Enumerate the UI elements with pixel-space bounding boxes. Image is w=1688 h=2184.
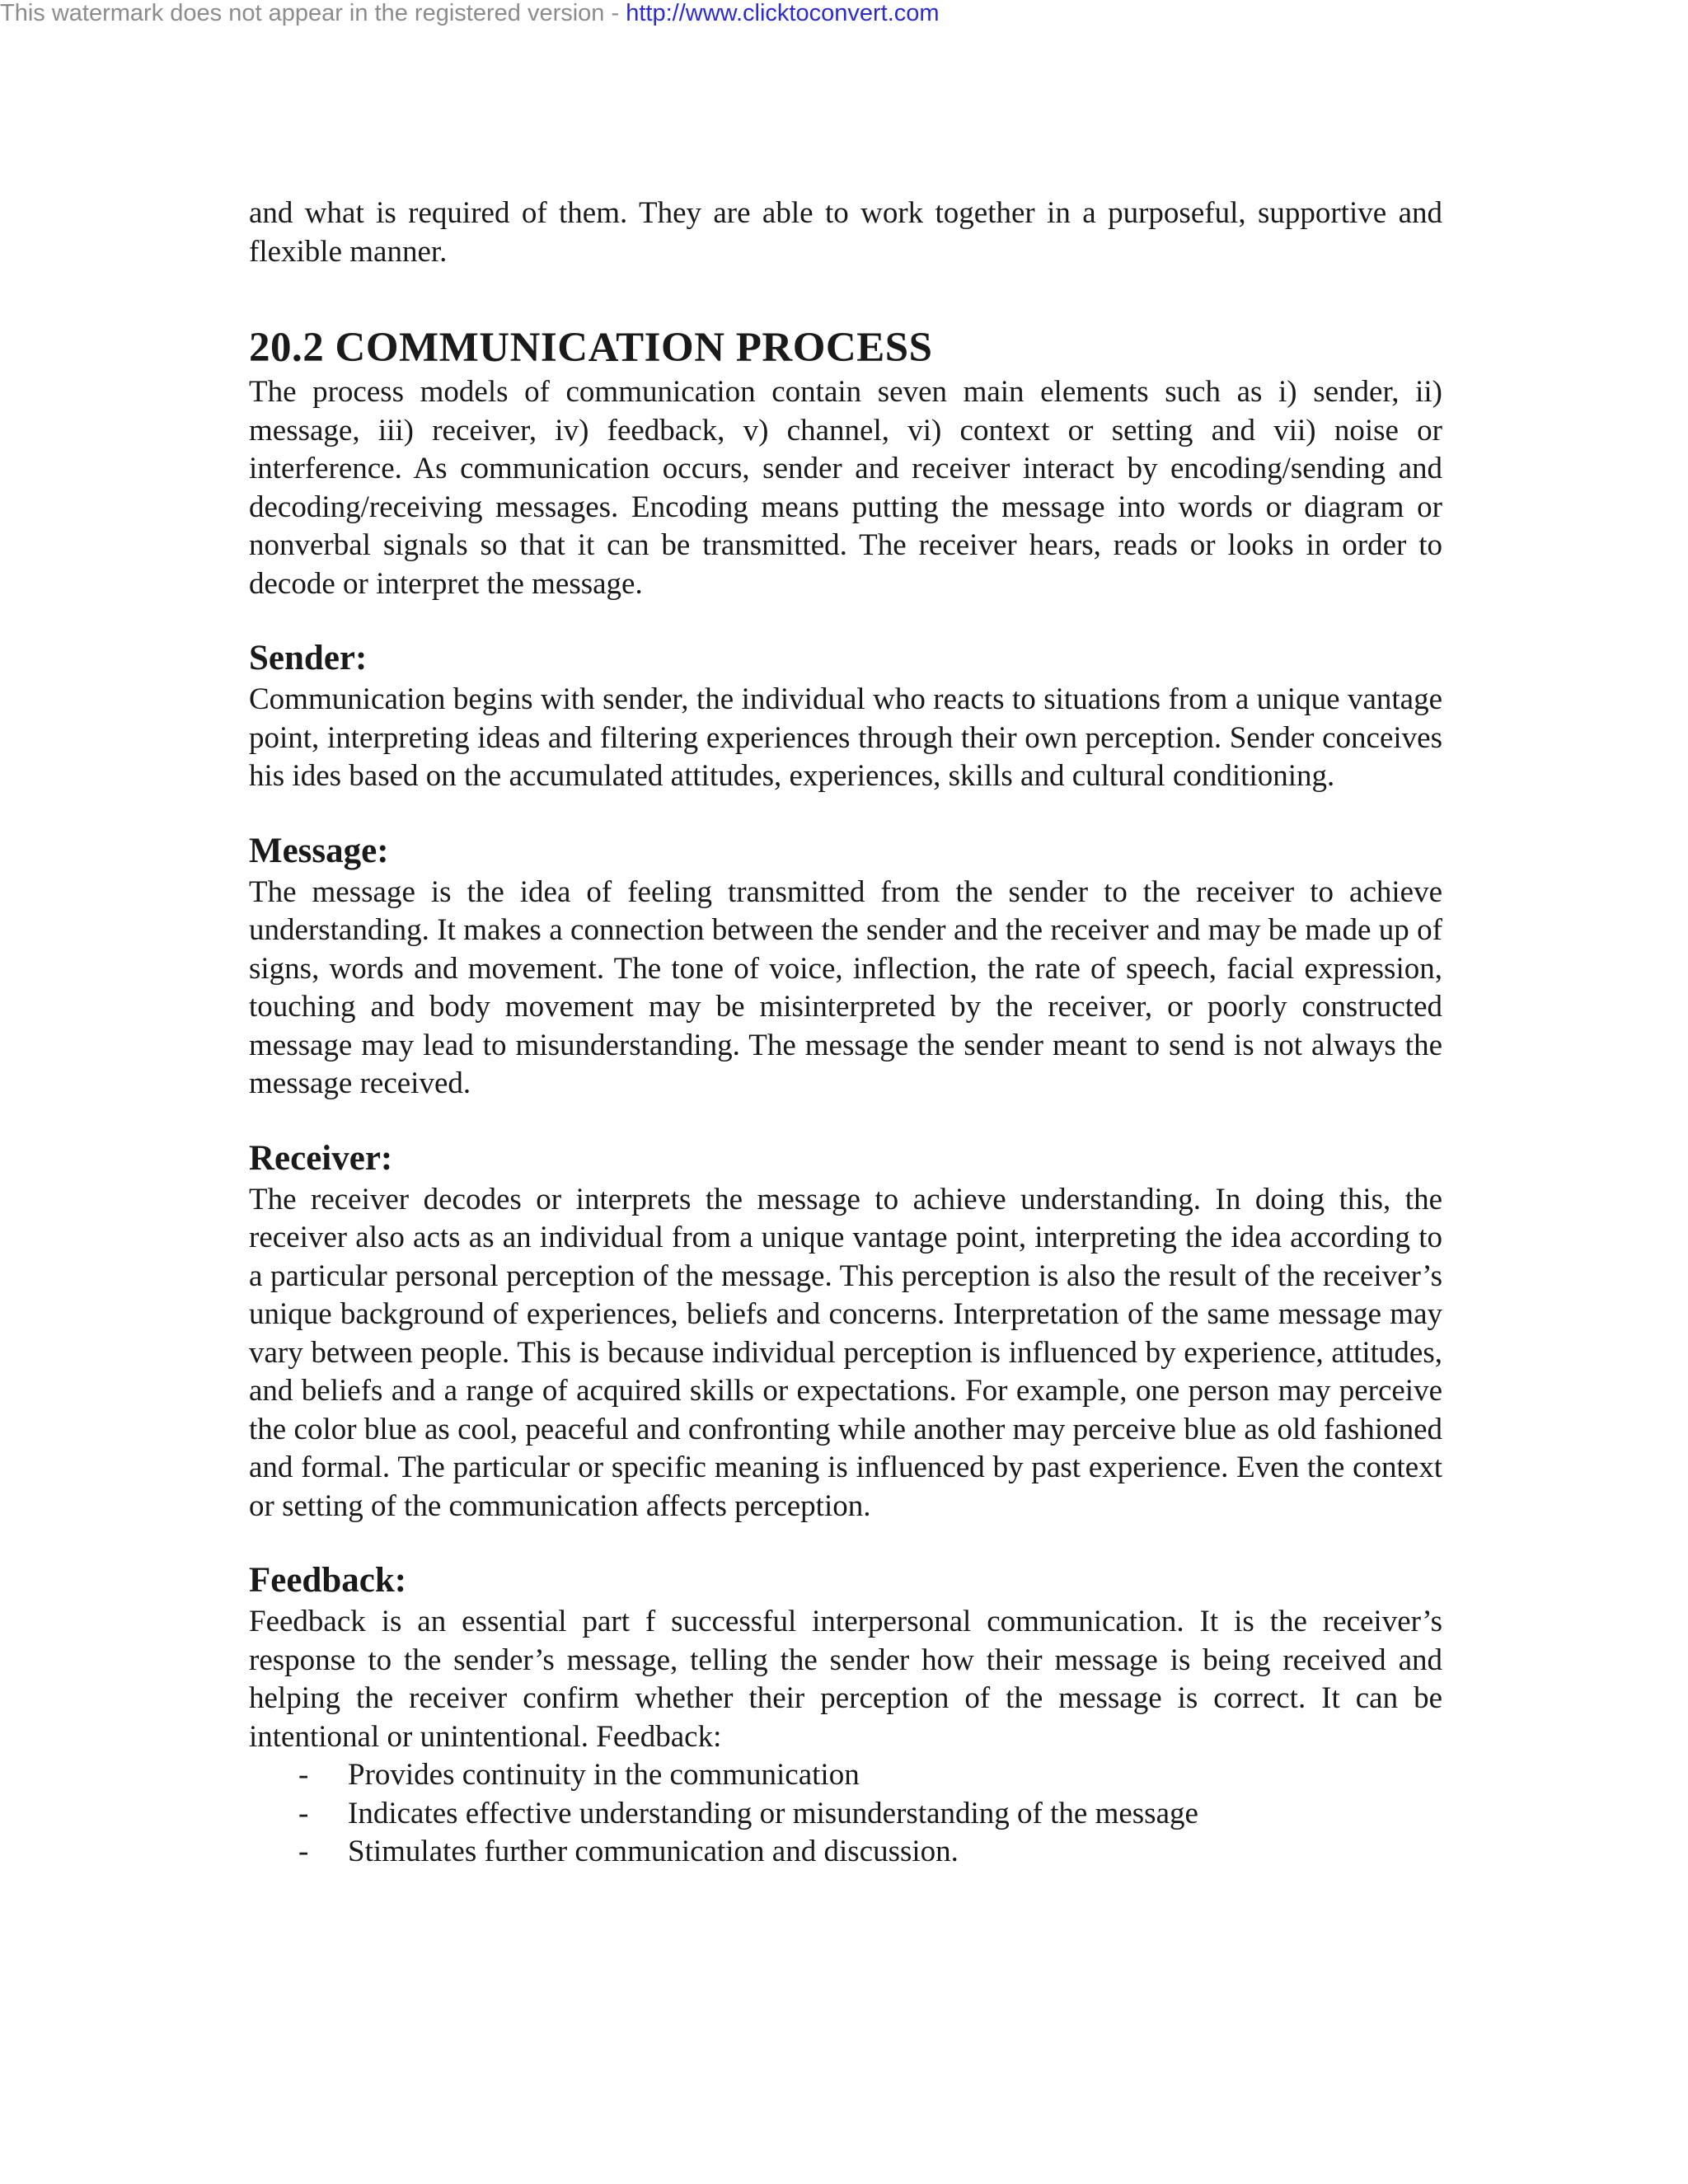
bullet-dash: -	[298, 1758, 309, 1792]
watermark-link[interactable]: http://www.clicktoconvert.com	[626, 0, 940, 26]
intro-paragraph: and what is required of them. They are able to work together in a purposeful, supportive and flexible manner.	[249, 196, 1442, 269]
bullet-dash: -	[298, 1835, 309, 1868]
list-item	[249, 1833, 1442, 1872]
sender-paragraph: Communication begins with sender, the individual who reacts to situations from a unique vantage point, interpreting ideas and filtering experiences through their own perception. Sender conceives his ides based on the accumulated attitudes, experiences, skills and cultural conditioning.	[249, 682, 1442, 793]
feedback-bullet-list	[249, 1756, 1442, 1872]
list-item-text: Stimulates further communication and discussion.	[348, 1835, 959, 1868]
receiver-paragraph: The receiver decodes or interprets the message to achieve understanding. In doing this, the receiver also acts as an individual from a unique vantage point, interpreting the idea according to a particular personal perception of the message. This perception is also the result of the receiver’s unique background of experiences, beliefs and concerns. Interpretation of the same message may vary between people. This is because individual perception is influenced by experience, attitudes, and beliefs and a range of acquired skills or expectations. For example, one person may perceive the color blue as cool, peaceful and confronting while another may perceive blue as old fashioned and formal. The particular or specific meaning is influenced by past experience. Even the context or setting of the communication affects perception.	[249, 1182, 1442, 1523]
watermark-banner	[0, 0, 940, 26]
section-paragraph: The process models of communication contain seven main elements such as i) sender, ii) message, iii) receiver, iv) feedback, v) channel, vi) context or setting and vii) noise or interference. As communication occurs, sender and receiver interact by encoding/sending and decoding/receiving messages. Encoding means putting the message into words or diagram or nonverbal signals so that it can be transmitted. The receiver hears, reads or looks in order to decode or interpret the message.	[249, 375, 1442, 601]
list-item	[249, 1756, 1442, 1795]
feedback-heading: Feedback:	[249, 1561, 407, 1600]
sender-heading: Sender:	[249, 639, 368, 677]
message-paragraph: The message is the idea of feeling transmitted from the sender to the receiver to achieve understanding. It makes a connection between the sender and the receiver and may be made up of signs, words and movement. The tone of voice, inflection, the rate of speech, facial expression, touching and body movement may be misinterpreted by the receiver, or poorly constructed message may lead to misunderstanding. The message the sender meant to send is not always the message received.	[249, 874, 1442, 1100]
document-page	[249, 194, 1442, 1872]
watermark-text: This watermark does not appear in the registered version -	[0, 0, 626, 26]
message-heading: Message:	[249, 831, 389, 870]
list-item-text: Indicates effective understanding or misunderstanding of the message	[348, 1796, 1198, 1830]
list-item	[249, 1795, 1442, 1834]
list-item-text: Provides continuity in the communication	[348, 1758, 860, 1792]
feedback-paragraph: Feedback is an essential part f successful interpersonal communication. It is the receiver’s response to the sender’s message, telling the sender how their message is being received and helping the receiver confirm whether their perception of the message is correct. It can be intentional or unintentional. Feedback:	[249, 1605, 1442, 1754]
section-heading: 20.2 COMMUNICATION PROCESS	[249, 325, 933, 371]
receiver-heading: Receiver:	[249, 1138, 393, 1178]
bullet-dash: -	[298, 1796, 309, 1830]
